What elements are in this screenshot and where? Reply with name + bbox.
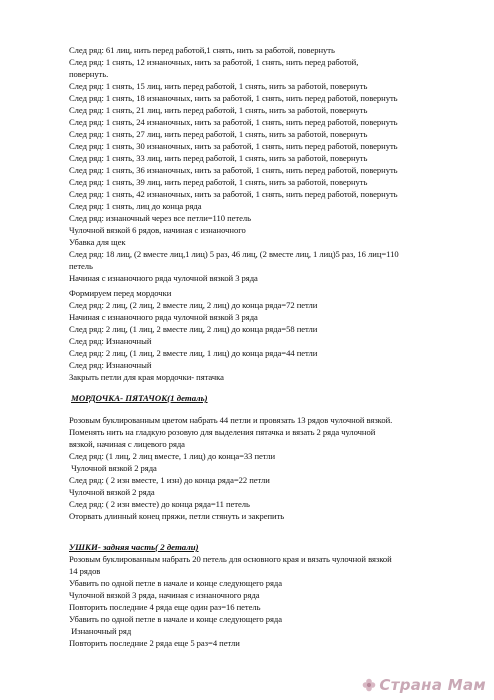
text-line: След ряд: 1 снять, 36 изнаночных, нить за работой, 1 снять, нить перед работой, повернуть <box>69 165 398 175</box>
text-line: След ряд: Изнаночный <box>69 336 152 346</box>
text-line: Повторить последние 4 ряда еще один раз=16 петель <box>69 602 261 612</box>
text-line: Закрыть петли для края мордочки- пятачка <box>69 372 224 382</box>
text-line: вязкой, начиная с лицевого ряда <box>69 439 185 449</box>
text-line: петель <box>69 261 93 271</box>
text-line: Оторвать длинный конец пряжи, петли стянуть и закрепить <box>69 511 285 521</box>
text-line: Розовым буклированным набрать 20 петель для основного края и вязать чулочной вязкой <box>69 554 392 564</box>
text-line: Чулочной вязкой 2 ряда <box>69 463 157 473</box>
text-line: След ряд: 61 лиц, нить перед работой,1 снять, нить за работой, повернуть <box>69 45 335 55</box>
text-line: Розовым буклированным цветом набрать 44 петли и провязать 13 рядов чулочной вязкой. <box>69 415 393 425</box>
section-heading: УШКИ- задняя часть( 2 детали) <box>69 542 199 552</box>
pattern-section-snout <box>69 392 474 522</box>
text-line: Убавить по одной петле в начале и конце следующего ряда <box>69 614 282 624</box>
text-line: След ряд: 1 снять, 12 изнаночных, нить за работой, 1 снять, нить перед работой, <box>69 57 359 67</box>
watermark <box>362 676 486 694</box>
text-line: След ряд: 1 снять, 21 лиц, нить перед работой, 1 снять, нить за работой, повернуть <box>69 105 368 115</box>
text-line: След ряд: 1 снять, 33 лиц, нить перед работой, 1 снять, нить за работой, повернуть <box>69 153 368 163</box>
text-line: Начиная с изнаночного ряда чулочной вязкой 3 ряда <box>69 312 258 322</box>
text-line: След ряд: Изнаночный <box>69 360 152 370</box>
text-line: повернуть. <box>69 69 109 79</box>
text-line: След ряд: 1 снять, 18 изнаночных, нить за работой, 1 снять, нить перед работой, повернуть <box>69 93 398 103</box>
text-line: След ряд: ( 2 изн вместе, 1 изн) до конца ряда=22 петли <box>69 475 270 485</box>
text-line: Чулочной вязкой 2 ряда <box>69 487 155 497</box>
text-line: След ряд: 18 лиц, (2 вместе лиц,1 лиц) 5 раз, 46 лиц, (2 вместе лиц, 1 лиц)5 раз, 16 лиц=110 <box>69 249 399 259</box>
section-heading: МОРДОЧКА- ПЯТАЧОК(1 деталь) <box>71 393 208 403</box>
text-line: След ряд: 2 лиц, (1 лиц, 2 вместе лиц, 1 лиц) до конца ряда=44 петли <box>69 348 318 358</box>
text-line: След ряд: 2 лиц, (1 лиц, 2 вместе лиц, 2 лиц) до конца ряда=58 петли <box>69 324 318 334</box>
text-line: След ряд: 1 снять, 39 лиц, нить перед работой, 1 снять, нить за работой, повернуть <box>69 177 368 187</box>
text-line: Изнаночный ряд <box>69 626 132 636</box>
text-line: Поменять нить на гладкую розовую для выделения пятачка и вязать 2 ряда чулочной <box>69 427 376 437</box>
flower-icon <box>362 678 376 692</box>
text-line: Убавить по одной петле в начале и конце следующего ряда <box>69 578 282 588</box>
text-line: 14 рядов <box>69 566 101 576</box>
watermark-text: Страна Мам <box>379 676 486 694</box>
text-line: След ряд: 1 снять, 30 изнаночных, нить за работой, 1 снять, нить перед работой, повернуть <box>69 141 398 151</box>
text-line: Повторить последние 2 ряда еще 5 раз=4 петли <box>69 638 240 648</box>
text-line: След ряд: 1 снять, 24 изнаночных, нить за работой, 1 снять, нить перед работой, повернуть <box>69 117 398 127</box>
text-line: След ряд: (1 лиц, 2 лиц вместе, 1 лиц) до конца=33 петли <box>69 451 276 461</box>
text-line: Формируем перед мордочки <box>69 288 172 298</box>
text-line: След ряд: 1 снять, 42 изнаночных, нить за работой, 1 снять, нить перед работой, повернуть <box>69 189 398 199</box>
text-line: Начиная с изнаночного ряда чулочной вязкой 3 ряда <box>69 273 258 283</box>
text-line: След ряд: 1 снять, лиц до конца ряда <box>69 201 202 211</box>
text-line: След ряд: 1 снять, 27 лиц, нить перед работой, 1 снять, нить за работой, повернуть <box>69 129 368 139</box>
text-line: Чулочной вязкой 6 рядов, начиная с изнаночного <box>69 225 246 235</box>
text-line: След ряд: 1 снять, 15 лиц, нить перед работой, 1 снять, нить за работой, повернуть <box>69 81 368 91</box>
text-line: Убавка для щек <box>69 237 126 247</box>
pattern-section-ears <box>69 541 474 649</box>
text-line: Чулочной вязкой 3 ряда, начиная с изнаночного ряда <box>69 590 260 600</box>
text-line: След ряд: ( 2 изн вместе) до конца ряда=11 петель <box>69 499 250 509</box>
text-line: След ряд: 2 лиц, (2 лиц, 2 вместе лиц, 2 лиц) до конца ряда=72 петли <box>69 300 318 310</box>
text-line: След ряд: изнаночный через все петли=110 петель <box>69 213 251 223</box>
pattern-section-2 <box>69 287 474 383</box>
pattern-section-1 <box>69 44 474 284</box>
